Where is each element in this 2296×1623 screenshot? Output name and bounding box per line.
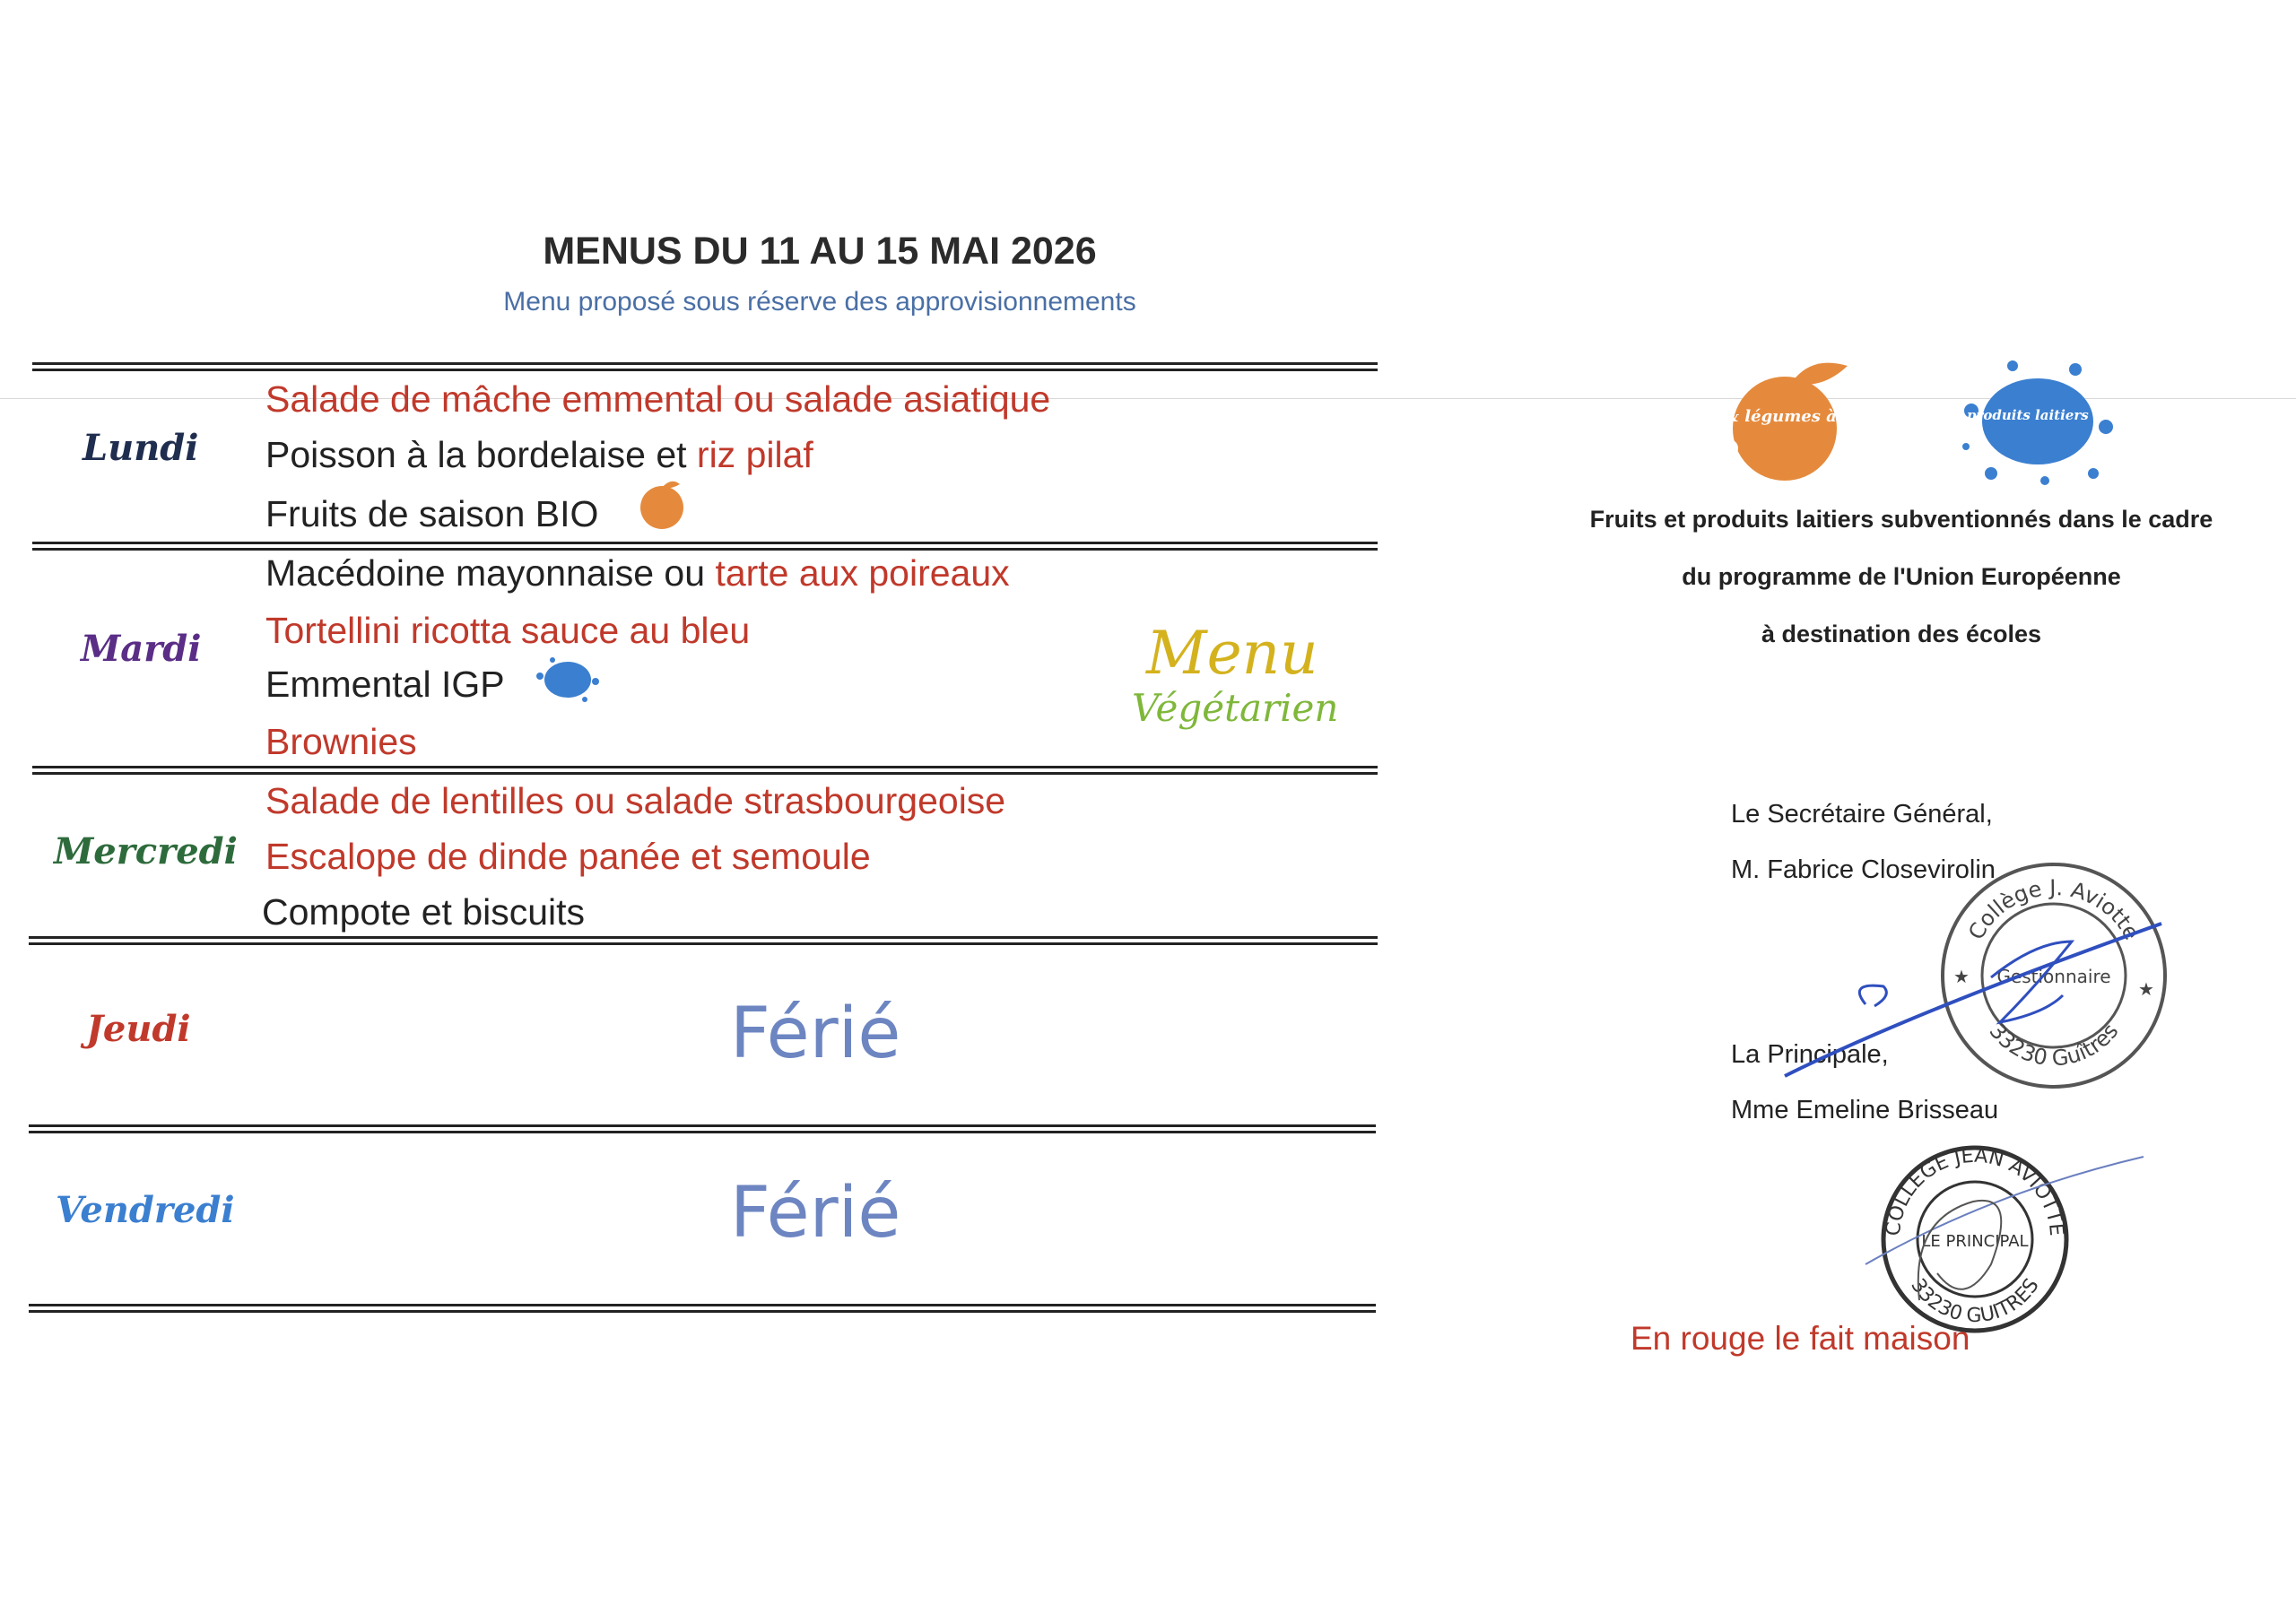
homemade-legend: En rouge le fait maison [1631, 1320, 1970, 1357]
menu-line: Poisson à la bordelaise et riz pilaf [265, 434, 813, 475]
divider-mardi [32, 766, 1378, 775]
principal-stamp [1857, 1139, 2152, 1336]
day-label-mardi: Mardi [81, 628, 202, 670]
svg-text:★: ★ [1953, 968, 1970, 987]
svg-text:★: ★ [2138, 980, 2154, 1000]
menu-line: Fruits de saison BIO [265, 493, 599, 534]
divider-top [32, 362, 1378, 371]
stamp1-bottom-text: 33230 Guîtres [1984, 1018, 2124, 1072]
day-label-vendredi: Vendredi [56, 1189, 235, 1231]
menu-line: Tortellini ricotta sauce au bleu [265, 610, 751, 651]
stamp1-mid-text: Gestionnaire [1996, 966, 2111, 987]
eu-program-line-1: Fruits et produits laitiers subventionnés dans le cadre [1589, 506, 2213, 533]
divider-jeudi [29, 1124, 1376, 1133]
secretary-title: Le Secrétaire Général, [1731, 800, 1993, 829]
lait-logo-small-icon [535, 655, 601, 705]
principal-title: La Principale, [1731, 1040, 1889, 1069]
day-label-mercredi: Mercredi [54, 830, 238, 872]
menu-line: Brownies [265, 721, 417, 762]
menu-line: Salade de lentilles ou salade strasbourgeoise [265, 780, 1006, 821]
menu-line: Macédoine mayonnaise ou tarte aux poireaux [265, 552, 1010, 594]
menu-line: Escalope de dinde panée et semoule [265, 836, 871, 877]
fruits-logo-small-icon [635, 477, 689, 531]
eu-program-line-3: à destination des écoles [1761, 621, 2042, 647]
lait-produits-laitiers-logo [1919, 357, 2156, 488]
principal-name: Mme Emeline Brisseau [1731, 1096, 1999, 1124]
ferie-jeudi: Férié [730, 994, 901, 1074]
divider-vendredi [29, 1304, 1376, 1313]
page-subtitle: Menu proposé sous réserve des approvisionnements [503, 287, 1136, 317]
stamp2-mid-text: LE PRINCIPAL [1921, 1232, 2029, 1251]
eu-program-line-2: du programme de l'Union Européenne [1682, 563, 2121, 590]
stamp1-top-text: Collège J. Aviotte [1963, 874, 2144, 944]
vegetarian-menu-label-2: Végétarien [1132, 686, 1339, 730]
vegetarian-menu-label: Menu [1146, 619, 1318, 688]
secretary-name: M. Fabrice Closevirolin [1731, 855, 1996, 884]
svg-text:COLLEGE JEAN AVIOTTE [1883, 1145, 2067, 1237]
menu-line: Salade de mâche emmental ou salade asiatique [265, 378, 1051, 420]
secretary-signature [1776, 906, 2188, 1085]
menu-line: Emmental IGP [265, 664, 505, 705]
divider-mercredi [29, 936, 1378, 945]
day-label-jeudi: Jeudi [86, 1008, 191, 1050]
lait-logo-text: lait & produits laitiers à l'école [1919, 407, 2156, 423]
divider-lundi [32, 542, 1378, 551]
ferie-vendredi: Férié [730, 1173, 901, 1254]
page-title: MENUS DU 11 AU 15 MAI 2026 [543, 230, 1097, 273]
menu-line: Compote et biscuits [262, 891, 586, 933]
stamp2-bottom-text: 33230 GUITRES [1906, 1274, 2044, 1328]
day-label-lundi: Lundi [83, 427, 199, 469]
stamp2-top-text: COLLEGE JEAN AVIOTTE [1882, 1144, 2068, 1237]
fruits-logo-text: fruits & légumes à l'école [1668, 407, 1901, 426]
fruits-legumes-logo [1668, 355, 1901, 484]
